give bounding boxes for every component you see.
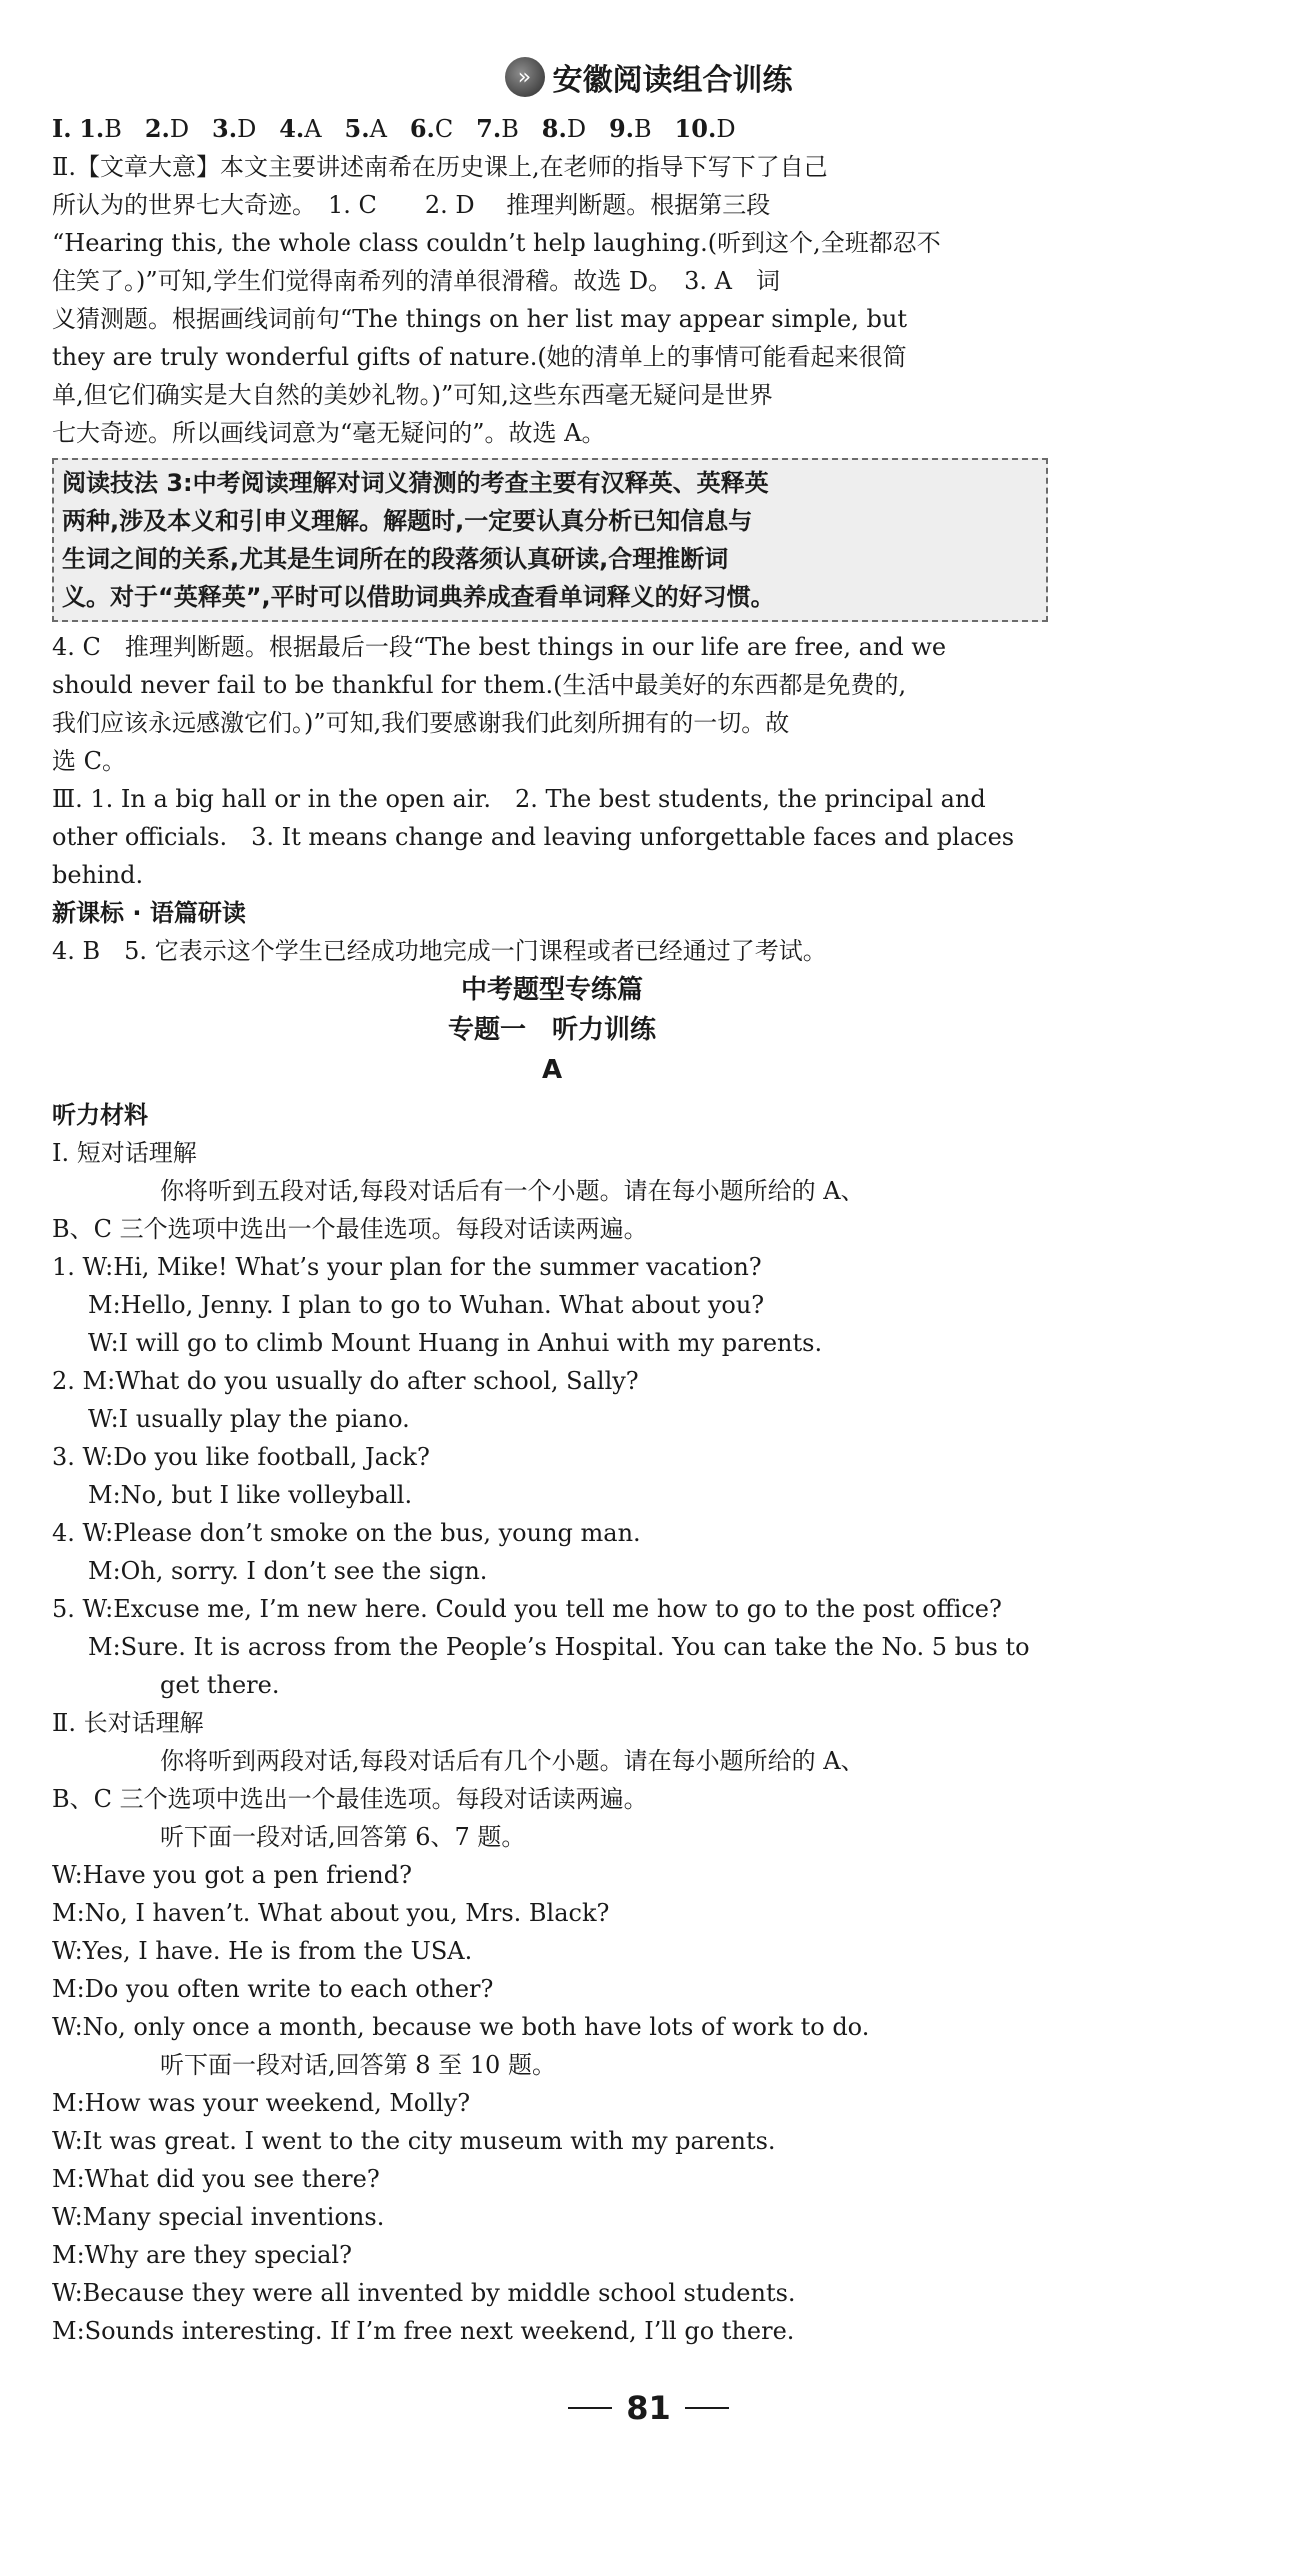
dialog-line: M:Do you often write to each other? [52, 1975, 494, 2003]
material-heading: 听力材料 [52, 1101, 148, 1129]
part2-line: 住笑了。)”可知,学生们觉得南希列的清单很滑稽。故选 D。 3. A 词 [52, 267, 780, 295]
part2-line: “Hearing this, the whole class couldn’t help laughing.(听到这个,全班都忍不 [52, 229, 941, 257]
part3-line: Ⅲ. 1. In a big hall or in the open air. 2. The best students, the principal and [52, 785, 986, 813]
tip-line: 阅读技法 3:中考阅读理解对词义猜测的考查主要有汉释英、英释英 [62, 469, 769, 497]
instruction-line: B、C 三个选项中选出一个最佳选项。每段对话读两遍。 [52, 1785, 648, 1813]
part1-answers [52, 110, 1052, 148]
answer-item: 2.D [144, 114, 190, 143]
dialog-line: 5. W:Excuse me, I’m new here. Could you tell me how to go to the post office? [52, 1595, 1002, 1623]
dialog-line: W:Yes, I have. He is from the USA. [52, 1937, 473, 1965]
part2-line: 我们应该永远感激它们。)”可知,我们要感谢我们此刻所拥有的一切。故 [52, 709, 790, 737]
part2-line: 4. C 推理判断题。根据最后一段“The best things in our life are free, and we [52, 633, 947, 661]
part2-line: 七大奇迹。所以画线词意为“毫无疑问的”。故选 A。 [52, 419, 606, 447]
dialog-line: 4. W:Please don’t smoke on the bus, young man. [52, 1519, 641, 1547]
part2-line: 单,但它们确实是大自然的美妙礼物。)”可知,这些东西毫无疑问是世界 [52, 381, 773, 409]
answer-content [52, 110, 1052, 2350]
dialog-line: 2. M:What do you usually do after school, Sally? [52, 1367, 639, 1395]
answer-item: 4.A [279, 114, 322, 143]
short-dialogs [52, 1248, 1052, 1704]
section-title: Ⅰ. 短对话理解 [52, 1139, 197, 1167]
dialog-line: M:Why are they special? [52, 2241, 352, 2269]
answer-item: 8.D [541, 114, 587, 143]
part2-line: 选 C。 [52, 747, 126, 775]
dialog-line: W:I usually play the piano. [88, 1405, 410, 1433]
dialog-line: W:It was great. I went to the city museum with my parents. [52, 2127, 776, 2155]
dialog-line: M:Hello, Jenny. I plan to go to Wuhan. What about you? [88, 1291, 765, 1319]
xinkebiao-heading: 新课标 · 语篇研读 [52, 899, 246, 927]
double-chevron-icon: » [505, 57, 545, 97]
dialog-line: M:How was your weekend, Molly? [52, 2089, 471, 2117]
reading-tip-box [52, 458, 1048, 622]
part2-line: Ⅱ.【文章大意】本文主要讲述南希在历史课上,在老师的指导下写下了自己 [52, 153, 828, 181]
tip-line: 生词之间的关系,尤其是生词所在的段落须认真研读,合理推断词 [62, 545, 729, 573]
part3-line: behind. [52, 861, 144, 889]
page-header-title: 安徽阅读组合训练 [552, 63, 793, 98]
answer-item: 3.D [212, 114, 257, 143]
dialog-line: get there. [160, 1671, 280, 1699]
dialog-line: M:Sounds interesting. If I’m free next weekend, I’ll go there. [52, 2317, 795, 2345]
dialog-line: M:No, I haven’t. What about you, Mrs. Black? [52, 1899, 610, 1927]
dialog-intro: 听下面一段对话,回答第 8 至 10 题。 [160, 2051, 556, 2079]
part2-line: 所认为的世界七大奇迹。 1. C 2. D 推理判断题。根据第三段 [52, 191, 771, 219]
dialog-intro: 听下面一段对话,回答第 6、7 题。 [160, 1823, 526, 1851]
dialog-line: W:No, only once a month, because we both have lots of work to do. [52, 2013, 870, 2041]
dialog-line: M:No, but I like volleyball. [88, 1481, 413, 1509]
dialog-line: M:Sure. It is across from the People’s Hospital. You can take the No. 5 bus to [88, 1633, 1030, 1661]
answer-item: 5.A [344, 114, 387, 143]
dialog-line: M:What did you see there? [52, 2165, 380, 2193]
dialog-line: W:I will go to climb Mount Huang in Anhui with my parents. [88, 1329, 823, 1357]
xinkebiao-answer: 4. B 5. 它表示这个学生已经成功地完成一门课程或者已经通过了考试。 [52, 937, 827, 965]
answer-item: 9.B [608, 114, 652, 143]
special-letter: A [541, 1055, 563, 1085]
instruction-line: 你将听到五段对话,每段对话后有一个小题。请在每小题所给的 A、 [160, 1177, 865, 1205]
page-footer [0, 2388, 1297, 2428]
part1-label: Ⅰ. [52, 114, 72, 143]
dialog-line: 1. W:Hi, Mike! What’s your plan for the summer vacation? [52, 1253, 762, 1281]
dialog-line: W:Many special inventions. [52, 2203, 385, 2231]
special-title: 中考题型专练篇 [460, 975, 643, 1005]
page-header [0, 52, 1297, 102]
dialog-line: 3. W:Do you like football, Jack? [52, 1443, 430, 1471]
section-title: Ⅱ. 长对话理解 [52, 1709, 204, 1737]
tip-line: 义。对于“英释英”,平时可以借助词典养成查看单词释义的好习惯。 [62, 583, 775, 611]
instruction-line: 你将听到两段对话,每段对话后有几个小题。请在每小题所给的 A、 [160, 1747, 865, 1775]
dialog-line: W:Have you got a pen friend? [52, 1861, 412, 1889]
dialog-line: W:Because they were all invented by middle school students. [52, 2279, 796, 2307]
tip-line: 两种,涉及本义和引申义理解。解题时,一定要认真分析已知信息与 [62, 507, 753, 535]
special-subtitle: 专题一 听力训练 [447, 1015, 656, 1045]
footer-dash-right [685, 2407, 729, 2409]
instruction-line: B、C 三个选项中选出一个最佳选项。每段对话读两遍。 [52, 1215, 648, 1243]
answer-item: 10.D [674, 114, 736, 143]
part3-line: other officials. 3. It means change and leaving unforgettable faces and places [52, 823, 1015, 851]
page-number: 81 [626, 2389, 671, 2427]
dialog-line: M:Oh, sorry. I don’t see the sign. [88, 1557, 488, 1585]
part2-line: should never fail to be thankful for them.(生活中最美好的东西都是免费的, [52, 671, 907, 699]
answer-item: 1.B [79, 114, 122, 143]
part2-line: 义猜测题。根据画线词前句“The things on her list may appear simple, but [52, 305, 907, 333]
answer-item: 6.C [409, 114, 454, 143]
answer-item: 7.B [476, 114, 519, 143]
footer-dash-left [568, 2407, 612, 2409]
part2-line: they are truly wonderful gifts of nature.(她的清单上的事情可能看起来很简 [52, 343, 907, 371]
